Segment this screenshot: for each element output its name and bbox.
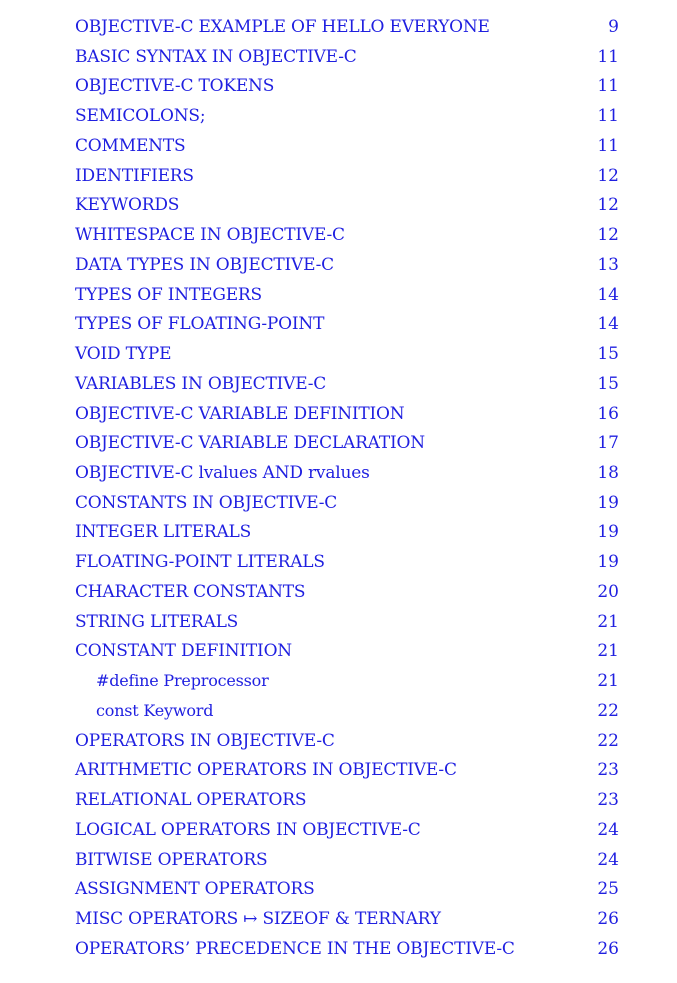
toc-entry[interactable] — [0, 131, 677, 161]
toc-entry-page-number[interactable]: 19 — [597, 492, 619, 513]
toc-entry[interactable] — [0, 42, 677, 72]
toc-entry-title[interactable]: RELATIONAL OPERATORS — [75, 790, 307, 811]
toc-entry[interactable] — [0, 190, 677, 220]
toc-entry-title[interactable]: OPERATORS IN OBJECTIVE-C — [75, 730, 335, 751]
toc-entry[interactable] — [0, 547, 677, 577]
toc-entry-page-number[interactable]: 19 — [597, 522, 619, 543]
toc-entry-title[interactable]: CONSTANTS IN OBJECTIVE-C — [75, 492, 338, 513]
toc-entry-page-number[interactable]: 13 — [597, 254, 619, 275]
toc-entry-page-number[interactable]: 21 — [597, 671, 619, 692]
toc-entry-page-number[interactable]: 11 — [597, 106, 619, 127]
toc-entry-page-number[interactable]: 22 — [597, 730, 619, 751]
toc-entry-title[interactable]: OBJECTIVE-C TOKENS — [75, 76, 275, 97]
toc-entry-title[interactable]: OPERATORS’ PRECEDENCE IN THE OBJECTIVE-C — [75, 938, 515, 959]
toc-entry-title[interactable]: LOGICAL OPERATORS IN OBJECTIVE-C — [75, 819, 421, 840]
toc-entry-page-number[interactable]: 12 — [597, 225, 619, 246]
toc-entry-title[interactable]: ARITHMETIC OPERATORS IN OBJECTIVE-C — [75, 760, 457, 781]
toc-entry[interactable] — [0, 161, 677, 191]
toc-entry-page-number[interactable]: 15 — [597, 344, 619, 365]
toc-entry-page-number[interactable]: 14 — [597, 284, 619, 305]
toc-entry[interactable] — [0, 904, 677, 934]
toc-entry[interactable] — [0, 71, 677, 101]
toc-entry-title[interactable]: INTEGER LITERALS — [75, 522, 252, 543]
toc-entry-title[interactable]: STRING LITERALS — [75, 611, 239, 632]
toc-entry-page-number[interactable]: 23 — [597, 790, 619, 811]
toc-entry-page-number[interactable]: 16 — [597, 403, 619, 424]
toc-entry-title[interactable]: COMMENTS — [75, 135, 186, 156]
toc-entry-title[interactable]: TYPES OF INTEGERS — [75, 284, 262, 305]
toc-entry-title[interactable]: OBJECTIVE-C VARIABLE DEFINITION — [75, 403, 405, 424]
toc-entry[interactable] — [0, 607, 677, 637]
toc-entry[interactable] — [0, 220, 677, 250]
toc-entry-title[interactable]: IDENTIFIERS — [75, 165, 194, 186]
toc-entry[interactable] — [0, 696, 677, 726]
toc-entry-title[interactable]: DATA TYPES IN OBJECTIVE-C — [75, 254, 334, 275]
toc-entry[interactable] — [0, 101, 677, 131]
toc-entry-title[interactable]: OBJECTIVE-C lvalues AND rvalues — [75, 463, 370, 484]
toc-entry-title[interactable]: ASSIGNMENT OPERATORS — [75, 879, 315, 900]
toc-entry-page-number[interactable]: 18 — [597, 463, 619, 484]
toc-entry-title[interactable]: #define Preprocessor — [96, 671, 269, 691]
toc-entry[interactable] — [0, 934, 677, 964]
toc-entry-title[interactable]: OBJECTIVE-C VARIABLE DECLARATION — [75, 433, 425, 454]
toc-entry[interactable] — [0, 726, 677, 756]
toc-entry-page-number[interactable]: 21 — [597, 641, 619, 662]
toc-entry-title[interactable]: FLOATING-POINT LITERALS — [75, 552, 325, 573]
toc-entry[interactable] — [0, 12, 677, 42]
toc-entry-page-number[interactable]: 26 — [597, 938, 619, 959]
toc-entry-page-number[interactable]: 26 — [597, 909, 619, 930]
toc-entry[interactable] — [0, 399, 677, 429]
toc-entry-page-number[interactable]: 23 — [597, 760, 619, 781]
toc-entry-title[interactable]: CONSTANT DEFINITION — [75, 641, 292, 662]
toc-entry[interactable] — [0, 280, 677, 310]
toc-entry-title[interactable]: VOID TYPE — [75, 344, 172, 365]
toc-entry-page-number[interactable]: 9 — [608, 17, 619, 37]
toc-entry-page-number[interactable]: 11 — [597, 76, 619, 97]
toc-entry-page-number[interactable]: 22 — [597, 700, 619, 721]
toc-entry[interactable] — [0, 577, 677, 607]
toc-entry[interactable] — [0, 309, 677, 339]
toc-entry[interactable] — [0, 785, 677, 815]
toc-entry-page-number[interactable]: 24 — [597, 819, 619, 840]
toc-entry[interactable] — [0, 250, 677, 280]
toc-entry-page-number[interactable]: 12 — [597, 195, 619, 216]
toc-entry-title[interactable]: WHITESPACE IN OBJECTIVE-C — [75, 225, 345, 246]
table-of-contents — [0, 12, 677, 964]
toc-entry-page-number[interactable]: 12 — [597, 165, 619, 186]
toc-entry[interactable] — [0, 755, 677, 785]
toc-entry-page-number[interactable]: 15 — [597, 373, 619, 394]
toc-entry[interactable] — [0, 845, 677, 875]
toc-entry-page-number[interactable]: 11 — [597, 135, 619, 156]
toc-entry[interactable] — [0, 666, 677, 696]
toc-entry-title[interactable]: TYPES OF FLOATING-POINT — [75, 314, 325, 335]
toc-entry-title[interactable]: SEMICOLONS; — [75, 106, 206, 127]
toc-entry[interactable] — [0, 458, 677, 488]
toc-entry-page-number[interactable]: 25 — [597, 879, 619, 900]
toc-entry[interactable] — [0, 369, 677, 399]
toc-entry-page-number[interactable]: 21 — [597, 611, 619, 632]
toc-entry[interactable] — [0, 339, 677, 369]
toc-entry-title[interactable]: KEYWORDS — [75, 195, 180, 216]
toc-entry-title[interactable]: BASIC SYNTAX IN OBJECTIVE-C — [75, 46, 357, 67]
toc-entry-title[interactable]: const Keyword — [96, 700, 214, 720]
toc-entry-title[interactable]: MISC OPERATORS ↦ SIZEOF & TERNARY — [75, 909, 441, 930]
toc-entry-page-number[interactable]: 17 — [597, 433, 619, 454]
toc-entry[interactable] — [0, 488, 677, 518]
toc-entry-page-number[interactable]: 11 — [597, 46, 619, 67]
toc-entry-page-number[interactable]: 20 — [597, 581, 619, 602]
toc-entry-title[interactable]: BITWISE OPERATORS — [75, 849, 268, 870]
toc-entry[interactable] — [0, 636, 677, 666]
toc-entry-page-number[interactable]: 24 — [597, 849, 619, 870]
toc-entry[interactable] — [0, 428, 677, 458]
toc-entry-title[interactable]: OBJECTIVE-C EXAMPLE OF HELLO EVERYONE — [75, 17, 490, 37]
toc-entry-title[interactable]: VARIABLES IN OBJECTIVE-C — [75, 373, 327, 394]
toc-entry-page-number[interactable]: 19 — [597, 552, 619, 573]
toc-entry-title[interactable]: CHARACTER CONSTANTS — [75, 581, 306, 602]
toc-entry-page-number[interactable]: 14 — [597, 314, 619, 335]
toc-entry[interactable] — [0, 517, 677, 547]
toc-entry[interactable] — [0, 815, 677, 845]
toc-entry[interactable] — [0, 874, 677, 904]
